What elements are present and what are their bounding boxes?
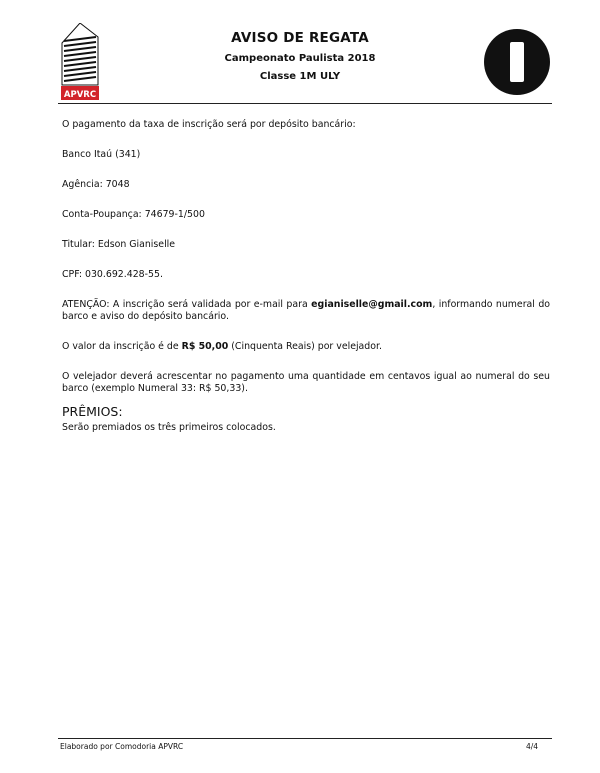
championship-subtitle: Campeonato Paulista 2018 <box>224 53 376 64</box>
apvrc-logo <box>60 23 100 101</box>
contact-email-link[interactable]: egianiselle@gmail.com <box>311 299 433 310</box>
prizes-heading: PRÊMIOS: <box>62 404 123 419</box>
bank-account: Conta-Poupança: 74679-1/500 <box>62 209 205 220</box>
class-subtitle: Classe 1M ULY <box>259 71 341 82</box>
cents-note: O velejador deverá acrescentar no pagamento uma quantidade em centavos igual ao numeral do seu barco (exemplo Numeral 33: R$ 50,33). <box>62 371 550 394</box>
payment-intro: O pagamento da taxa de inscrição será por depósito bancário: <box>62 119 356 130</box>
footer-divider <box>58 738 552 739</box>
page-number: 4/4 <box>526 742 539 751</box>
holder-cpf: CPF: 030.692.428-55. <box>62 269 163 280</box>
attention-paragraph <box>62 299 550 323</box>
attention-text-start: ATENÇÃO: A inscrição será validada por e-mail para <box>62 299 312 310</box>
fee-paragraph <box>62 341 550 353</box>
fee-value: R$ 50,00 <box>181 341 229 352</box>
bank-name: Banco Itaú (341) <box>62 149 141 160</box>
fee-text-start: O valor da inscrição é de <box>62 341 182 352</box>
document-body <box>62 119 550 452</box>
document-title: AVISO DE REGATA <box>231 30 369 46</box>
prizes-text: Serão premiados os três primeiros colocados. <box>62 422 276 433</box>
header-divider <box>58 103 552 104</box>
bank-agency: Agência: 7048 <box>62 179 130 190</box>
account-holder: Titular: Edson Gianiselle <box>62 239 176 250</box>
fee-text-end: (Cinquenta Reais) por velejador. <box>228 341 382 352</box>
document-header <box>0 0 600 106</box>
footer-credit: Elaborado por Comodoria APVRC <box>60 742 184 751</box>
attention-text-end: , informando numeral do barco e aviso do depósito bancário. <box>62 299 551 322</box>
class-emblem-icon <box>483 28 551 96</box>
title-block <box>140 30 460 82</box>
logo-text: APVRC <box>63 90 97 100</box>
